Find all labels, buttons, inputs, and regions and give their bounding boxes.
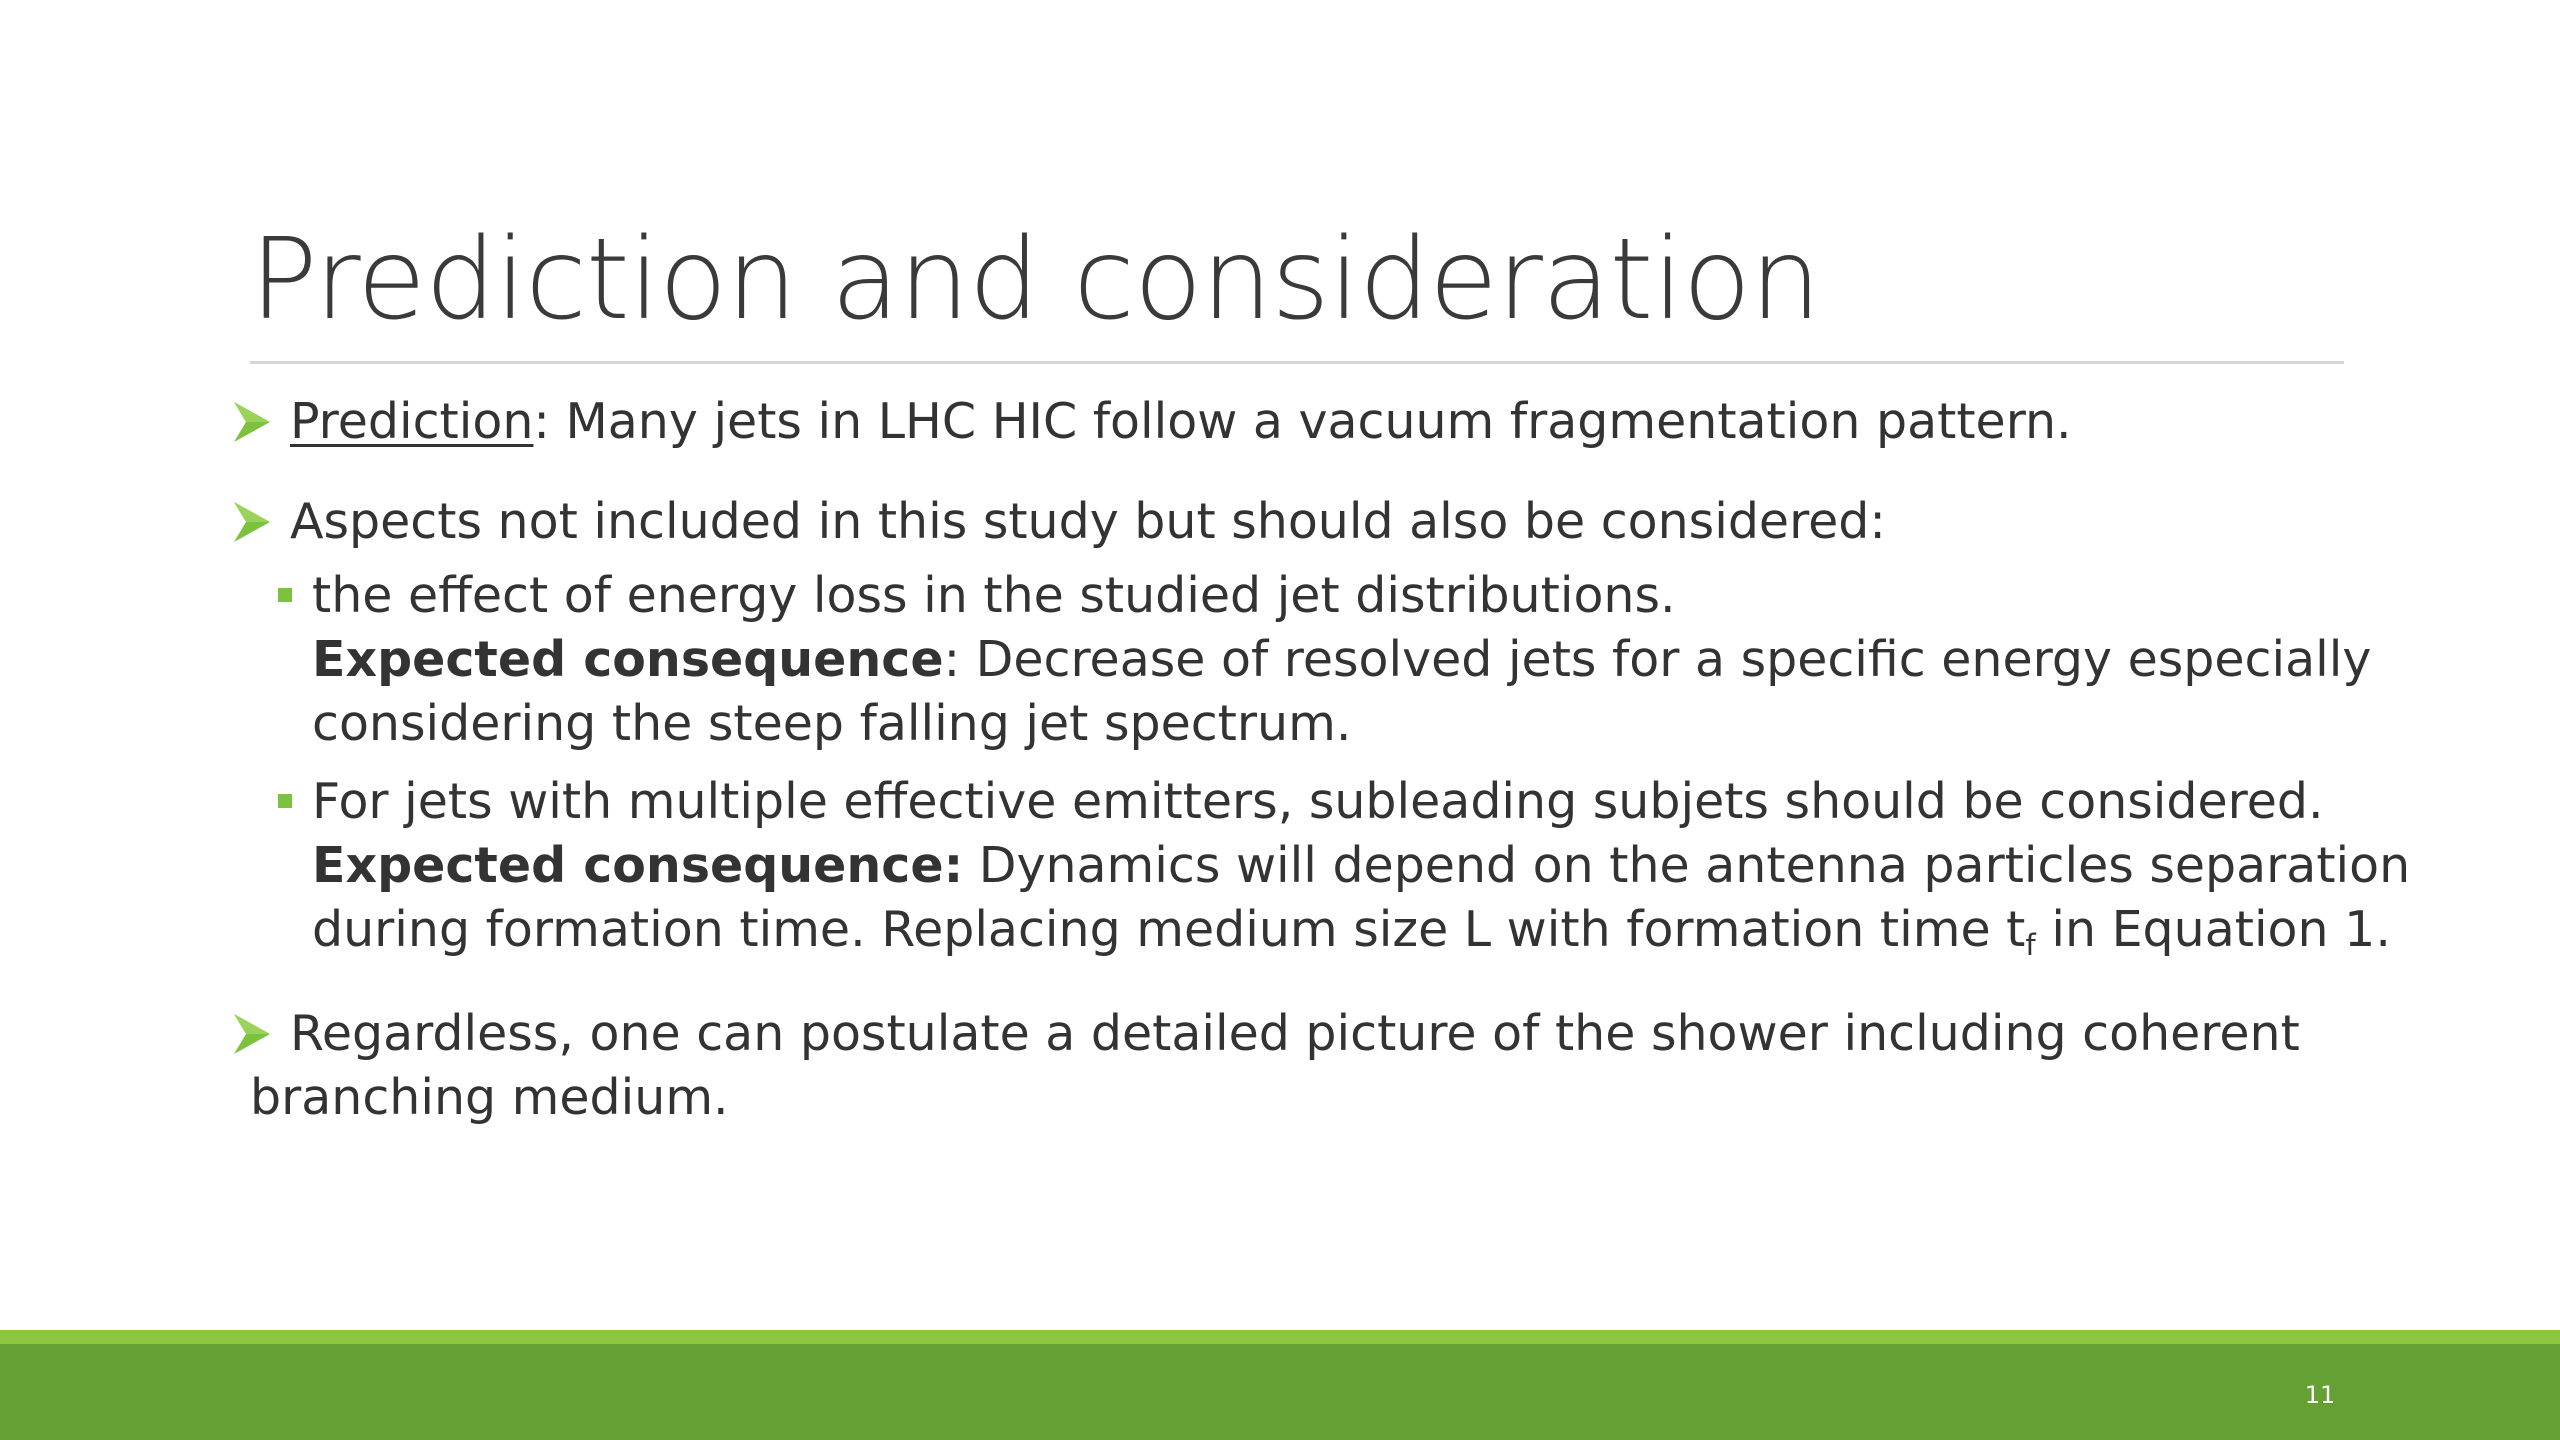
formation-text: during formation time. Replacing medium size L with formation time t (312, 901, 2026, 958)
sub-bullet-line: the effect of energy loss in the studied jet distributions. (312, 567, 1676, 624)
sub-bullet-line (312, 898, 2391, 962)
bullet-text: Aspects not included in this study but should also be considered: (290, 493, 1886, 550)
sub-bullet-line: considering the steep falling jet spectrum. (312, 695, 1352, 752)
sub-bullet-line (312, 834, 2410, 898)
consequence-text: : Decrease of resolved jets for a specific energy especially (943, 631, 2372, 688)
footer-bar (0, 1344, 2560, 1440)
equation-text: in Equation 1. (2035, 901, 2391, 958)
consequence-label: Expected consequence: (312, 837, 964, 894)
green-arrow-icon (232, 498, 272, 546)
bullet-text-continued: branching medium. (250, 1069, 729, 1126)
page-number: 11 (2304, 1381, 2336, 1409)
green-square-icon (278, 794, 292, 808)
title-divider (250, 361, 2344, 364)
sub-bullet-line: For jets with multiple effective emitters, subleading subjets should be considered. (312, 773, 2324, 830)
bullet-text: Regardless, one can postulate a detailed picture of the shower including coherent (290, 1005, 2300, 1062)
prediction-text: : Many jets in LHC HIC follow a vacuum fragmentation pattern. (533, 393, 2072, 450)
consequence-text: Dynamics will depend on the antenna particles separation (963, 837, 2411, 894)
prediction-label: Prediction (290, 393, 534, 450)
slide-title: Prediction and consideration (250, 215, 1821, 345)
green-arrow-icon (232, 1010, 272, 1058)
consequence-label: Expected consequence (312, 631, 944, 688)
bullet-text (290, 390, 2072, 454)
formation-subscript: f (2025, 927, 2036, 962)
sub-bullet-line (312, 628, 2371, 692)
green-arrow-icon (232, 398, 272, 446)
footer-accent-stripe (0, 1330, 2560, 1344)
green-square-icon (278, 588, 292, 602)
